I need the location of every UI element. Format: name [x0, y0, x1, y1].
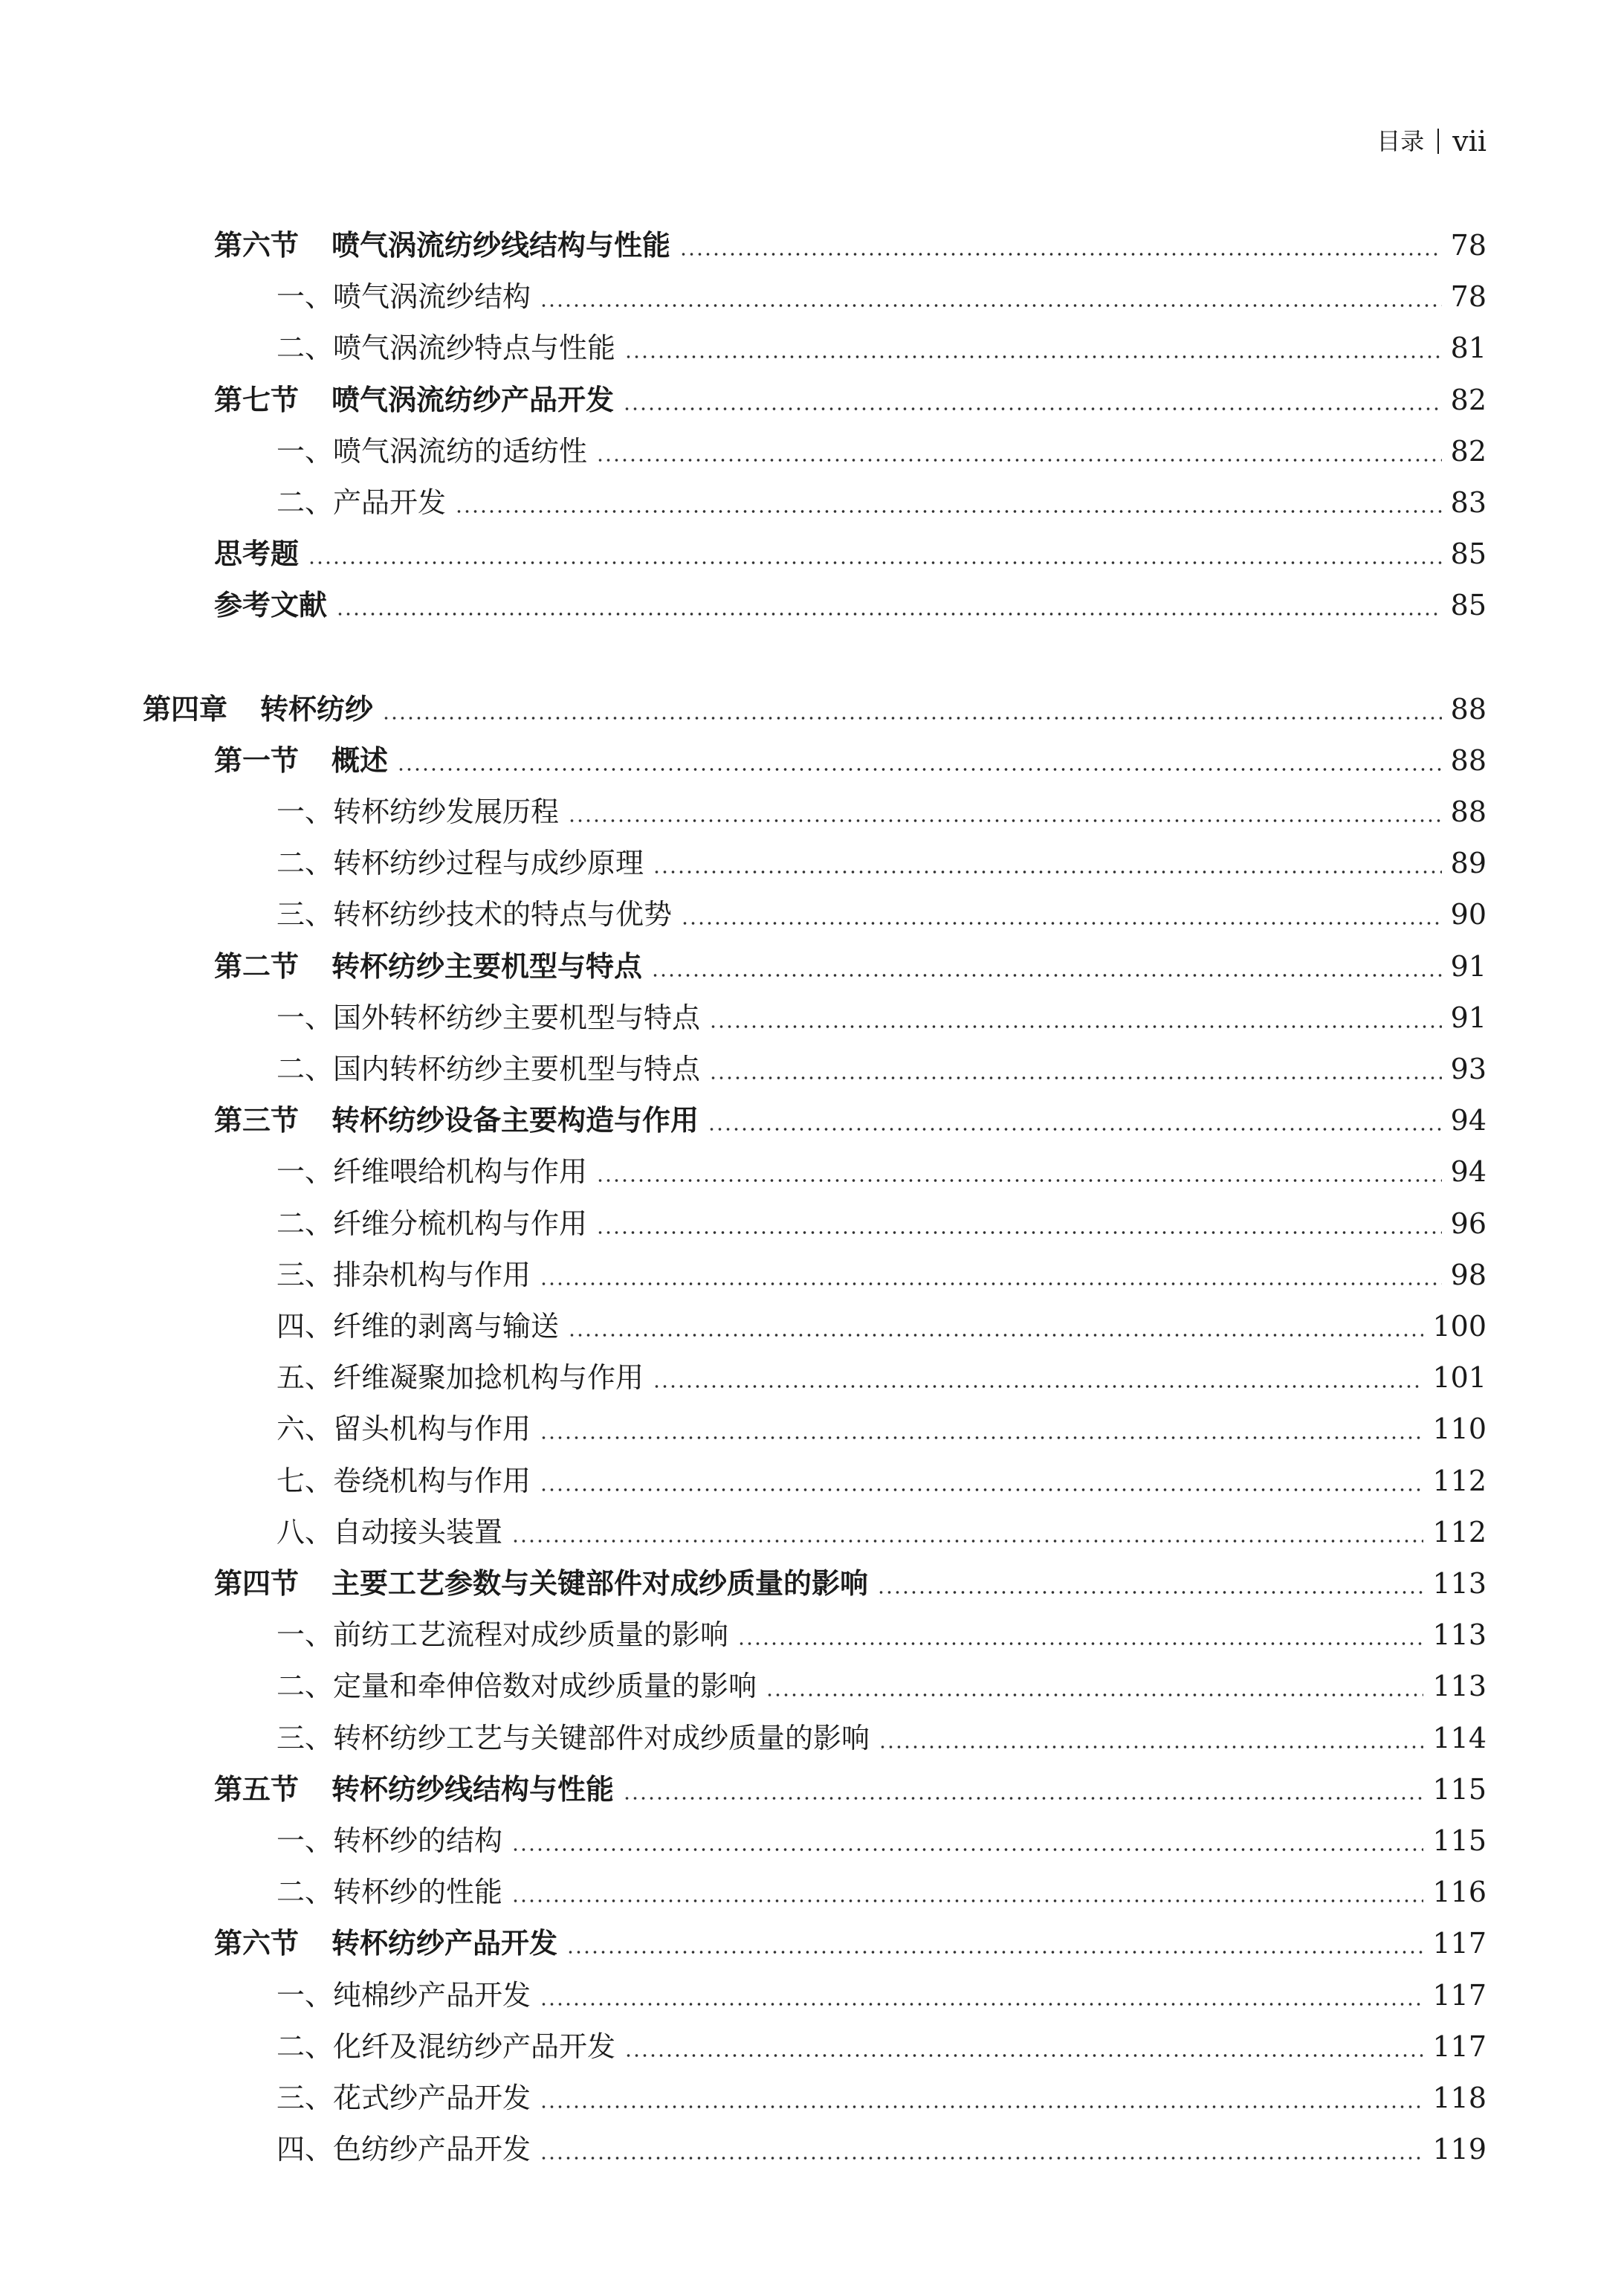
- toc-entry[interactable]: [276, 1253, 1486, 1297]
- toc-entry-title: [276, 1047, 700, 1091]
- toc-entry[interactable]: [276, 1664, 1486, 1708]
- toc-entry[interactable]: [276, 2076, 1486, 2120]
- toc-entry-title: [276, 2127, 531, 2171]
- dot-leader: [679, 253, 1442, 256]
- toc-entry-title: [214, 944, 642, 989]
- toc-entry[interactable]: [276, 1201, 1486, 1246]
- toc-entry[interactable]: [214, 223, 1486, 268]
- toc-entry-page: 115: [1432, 1773, 1486, 1806]
- toc-entry[interactable]: [276, 274, 1486, 319]
- toc-entry-title: [214, 583, 327, 627]
- dot-leader: [540, 2105, 1423, 2108]
- dot-leader: [596, 1179, 1442, 1182]
- running-head-label: 目录: [1376, 127, 1425, 155]
- toc-entry-text: 排杂机构与作用: [333, 1259, 531, 1291]
- toc-entry[interactable]: [214, 378, 1486, 422]
- toc-entry-number: 一、: [276, 1979, 334, 2012]
- toc-entry-number: 二、: [276, 486, 334, 519]
- dot-leader: [709, 1076, 1442, 1079]
- toc-entry-title: [276, 2024, 615, 2069]
- toc-entry[interactable]: [214, 532, 1486, 576]
- toc-entry[interactable]: [276, 1510, 1486, 1554]
- toc-entry-number: 一、: [276, 795, 334, 828]
- dot-leader: [624, 355, 1442, 358]
- toc-entry-title: [276, 892, 672, 937]
- toc-entry[interactable]: [214, 944, 1486, 989]
- toc-entry-page: 113: [1432, 1567, 1486, 1600]
- dot-leader: [766, 1693, 1423, 1696]
- toc-entry-number: 一、: [276, 1618, 334, 1651]
- toc-entry-page: 115: [1432, 1824, 1486, 1857]
- toc-entry-title: [214, 738, 388, 783]
- toc-entry-text: 主要工艺参数与关键部件对成纱质量的影响: [331, 1567, 869, 1600]
- toc-entry-text: 喷气涡流纱结构: [333, 280, 531, 313]
- toc-entry-number: 四、: [276, 1310, 334, 1343]
- toc-entry[interactable]: [276, 1459, 1486, 1503]
- toc-entry-page: 110: [1432, 1412, 1486, 1445]
- running-head-divider: [1437, 129, 1439, 154]
- toc-entry-title: [276, 1304, 559, 1349]
- toc-entry[interactable]: [214, 1561, 1486, 1606]
- toc-entry[interactable]: [143, 687, 1486, 732]
- toc-entry-page: 96: [1450, 1207, 1486, 1240]
- toc-entry-page: 98: [1450, 1259, 1486, 1291]
- toc-entry-text: 产品开发: [333, 486, 447, 519]
- dot-leader: [511, 1540, 1423, 1543]
- toc-entry-number: 第七节: [214, 384, 300, 416]
- toc-entry[interactable]: [276, 2024, 1486, 2069]
- toc-entry-text: 喷气涡流纺纱线结构与性能: [331, 229, 671, 262]
- toc-entry-number: 二、: [276, 2030, 334, 2063]
- toc-entry-page: 78: [1450, 280, 1486, 313]
- toc-entry-page: 83: [1450, 486, 1486, 519]
- dot-leader: [540, 1282, 1442, 1285]
- toc-entry[interactable]: [276, 326, 1486, 370]
- toc-entry-number: 一、: [276, 280, 334, 313]
- toc-entry-title: [276, 1459, 531, 1503]
- toc-entry-text: 自动接头装置: [333, 1516, 503, 1549]
- toc-entry-number: 四、: [276, 2133, 334, 2166]
- toc-entry-title: [276, 1510, 502, 1554]
- toc-entry[interactable]: [276, 1355, 1486, 1400]
- toc-entry[interactable]: [276, 789, 1486, 834]
- toc-entry-number: 三、: [276, 898, 334, 931]
- toc-entry[interactable]: [276, 480, 1486, 525]
- toc-entry-number: 第二节: [214, 950, 300, 983]
- toc-entry-text: 喷气涡流纺纱产品开发: [331, 384, 615, 416]
- toc-entry-page: 112: [1432, 1465, 1486, 1497]
- toc-entry-text: 转杯纺纱工艺与关键部件对成纱质量的影响: [333, 1722, 870, 1754]
- toc-entry-page: 94: [1450, 1104, 1486, 1137]
- dot-leader: [566, 1951, 1423, 1954]
- dot-leader: [879, 1746, 1423, 1748]
- toc-entry-text: 转杯纺纱技术的特点与优势: [333, 898, 673, 931]
- toc-entry-text: 纤维的剥离与输送: [333, 1310, 560, 1343]
- toc-entry[interactable]: [276, 1716, 1486, 1760]
- toc-entry-text: 纤维分梳机构与作用: [333, 1207, 588, 1240]
- toc-entry-text: 定量和牵伸倍数对成纱质量的影响: [333, 1670, 757, 1702]
- toc-entry-text: 纤维凝聚加捻机构与作用: [333, 1361, 644, 1394]
- dot-leader: [455, 510, 1442, 513]
- toc-entry-number: 二、: [276, 1670, 334, 1702]
- toc-entry-title: [214, 1767, 614, 1812]
- toc-entry-page: 94: [1450, 1155, 1486, 1188]
- toc-entry-title: [276, 429, 587, 474]
- toc-entry-text: 转杯纺纱过程与成纱原理: [333, 847, 644, 879]
- toc-entry-number: 第五节: [214, 1773, 300, 1806]
- toc-entry[interactable]: [276, 892, 1486, 937]
- dot-leader: [568, 1334, 1423, 1337]
- toc-entry-title: [276, 1355, 644, 1400]
- toc-entry-title: [276, 841, 644, 885]
- toc-entry[interactable]: [214, 738, 1486, 783]
- toc-entry[interactable]: [276, 1407, 1486, 1451]
- toc-entry-text: 思考题: [214, 537, 300, 570]
- page-folio: vii: [1452, 125, 1486, 158]
- toc-entry-page: 113: [1432, 1670, 1486, 1702]
- dot-leader: [540, 1436, 1423, 1439]
- toc-entry-text: 转杯纱的结构: [333, 1824, 503, 1857]
- toc-entry[interactable]: [276, 1304, 1486, 1349]
- toc-entry-number: 一、: [276, 435, 334, 468]
- dot-leader: [877, 1591, 1423, 1594]
- toc-entry[interactable]: [214, 1098, 1486, 1143]
- toc-entry-text: 国外转杯纺纱主要机型与特点: [333, 1001, 701, 1034]
- toc-entry-page: 118: [1432, 2082, 1486, 2114]
- toc-entry-page: 90: [1450, 898, 1486, 931]
- toc-entry-page: 82: [1450, 435, 1486, 468]
- toc-entry-page: 85: [1450, 537, 1486, 570]
- toc-entry-number: 三、: [276, 1259, 334, 1291]
- dot-leader: [336, 613, 1442, 616]
- toc-entry-page: 88: [1450, 744, 1486, 777]
- toc-entry-text: 留头机构与作用: [333, 1412, 531, 1445]
- toc-entry-number: 三、: [276, 1722, 334, 1754]
- toc-entry-number: 第四节: [214, 1567, 300, 1600]
- toc-entry-title: [276, 1407, 531, 1451]
- toc-entry-title: [214, 1098, 699, 1143]
- toc-entry[interactable]: [214, 1767, 1486, 1812]
- toc-entry[interactable]: [276, 1870, 1486, 1914]
- toc-entry-page: 93: [1450, 1053, 1486, 1085]
- toc-entry-title: [276, 326, 615, 370]
- toc-entry-title: [276, 789, 559, 834]
- toc-entry[interactable]: [276, 2127, 1486, 2171]
- toc-entry-title: [214, 378, 614, 422]
- toc-entry-text: 花式纱产品开发: [333, 2082, 531, 2114]
- toc-entry-page: 113: [1432, 1618, 1486, 1651]
- toc-entry-text: 纯棉纱产品开发: [333, 1979, 531, 2012]
- toc-entry-title: [276, 1716, 870, 1760]
- toc-entry-page: 91: [1450, 1001, 1486, 1034]
- toc-entry-number: 五、: [276, 1361, 334, 1394]
- toc-entry-page: 89: [1450, 847, 1486, 879]
- toc-entry-text: 转杯纱的性能: [333, 1876, 503, 1908]
- toc-entry-number: 第一节: [214, 744, 300, 777]
- toc-entry-text: 转杯纺纱: [260, 693, 374, 726]
- toc-entry[interactable]: [276, 1149, 1486, 1194]
- dot-leader: [651, 974, 1442, 977]
- toc-entry-page: 82: [1450, 384, 1486, 416]
- toc-entry-number: 二、: [276, 332, 334, 364]
- dot-leader: [540, 2003, 1423, 2006]
- toc-entry-title: [276, 995, 700, 1040]
- toc-entry-title: [214, 1561, 868, 1606]
- toc-entry-number: 八、: [276, 1516, 334, 1549]
- toc-entry-text: 化纤及混纺纱产品开发: [333, 2030, 616, 2063]
- toc-entry-title: [276, 2076, 531, 2120]
- dot-leader: [397, 768, 1442, 771]
- toc-entry-number: 二、: [276, 1207, 334, 1240]
- toc-entry-text: 转杯纺纱产品开发: [331, 1927, 558, 1960]
- toc-entry-page: 117: [1432, 1979, 1486, 2012]
- toc-entry-number: 第四章: [143, 693, 228, 726]
- toc-entry-text: 色纺纱产品开发: [333, 2133, 531, 2166]
- toc-entry-text: 转杯纺纱线结构与性能: [331, 1773, 615, 1806]
- toc-entry-number: 七、: [276, 1465, 334, 1497]
- toc-entry-number: 一、: [276, 1824, 334, 1857]
- dot-leader: [681, 922, 1442, 925]
- dot-leader: [623, 1797, 1423, 1800]
- toc-entry[interactable]: [214, 583, 1486, 627]
- toc-entry-text: 转杯纺纱设备主要构造与作用: [331, 1104, 699, 1137]
- dot-leader: [382, 717, 1442, 720]
- toc-entry-number: 第六节: [214, 1927, 300, 1960]
- toc-entry-title: [276, 1612, 728, 1657]
- dot-leader: [737, 1642, 1423, 1645]
- toc-entry-page: 116: [1432, 1876, 1486, 1908]
- toc-entry-page: 78: [1450, 229, 1486, 262]
- toc-entry-number: 第三节: [214, 1104, 300, 1137]
- dot-leader: [653, 1385, 1423, 1388]
- dot-leader: [596, 1231, 1442, 1234]
- dot-leader: [653, 871, 1442, 874]
- toc-entry-title: [214, 532, 299, 576]
- dot-leader: [511, 1899, 1423, 1902]
- toc-entry-text: 转杯纺纱发展历程: [333, 795, 560, 828]
- toc-entry[interactable]: [276, 429, 1486, 474]
- toc-entry-page: 85: [1450, 589, 1486, 621]
- toc-entry-text: 喷气涡流纱特点与性能: [333, 332, 616, 364]
- toc-entry-number: 一、: [276, 1155, 334, 1188]
- toc-entry-title: [276, 1818, 502, 1863]
- toc-entry[interactable]: [276, 841, 1486, 885]
- toc-entry-title: [276, 1870, 502, 1914]
- toc-entry-number: 六、: [276, 1412, 334, 1445]
- dot-leader: [624, 2054, 1423, 2057]
- toc-entry-text: 纤维喂给机构与作用: [333, 1155, 588, 1188]
- dot-leader: [308, 561, 1442, 564]
- dot-leader: [568, 819, 1442, 822]
- toc-entry-title: [276, 1149, 587, 1194]
- toc-entry-number: 三、: [276, 2082, 334, 2114]
- toc-entry-page: 112: [1432, 1516, 1486, 1549]
- toc-entry-page: 117: [1432, 2030, 1486, 2063]
- toc-entry-number: 一、: [276, 1001, 334, 1034]
- toc-entry-text: 卷绕机构与作用: [333, 1465, 531, 1497]
- toc-entry-page: 91: [1450, 950, 1486, 983]
- toc-entry-number: 二、: [276, 847, 334, 879]
- toc-entry-text: 国内转杯纺纱主要机型与特点: [333, 1053, 701, 1085]
- toc-entry-title: [276, 1973, 531, 2018]
- toc-entry-page: 88: [1450, 795, 1486, 828]
- toc-entry-page: 100: [1432, 1310, 1486, 1343]
- dot-leader: [540, 304, 1442, 307]
- toc-entry-title: [276, 1201, 587, 1246]
- toc-entry[interactable]: [276, 1973, 1486, 2018]
- running-head: [1376, 126, 1486, 156]
- toc-entry-text: 前纺工艺流程对成纱质量的影响: [333, 1618, 729, 1651]
- toc-entry[interactable]: [276, 1818, 1486, 1863]
- toc-entry-text: 参考文献: [214, 589, 328, 621]
- toc-entry-title: [276, 1253, 531, 1297]
- toc-entry-title: [276, 1664, 757, 1708]
- dot-leader: [709, 1025, 1442, 1028]
- toc-entry-title: [276, 274, 531, 319]
- toc-entry[interactable]: [276, 995, 1486, 1040]
- dot-leader: [540, 2157, 1423, 2160]
- toc-entry-title: [214, 223, 670, 268]
- toc-entry-number: 二、: [276, 1876, 334, 1908]
- toc-entry-number: 第六节: [214, 229, 300, 262]
- dot-leader: [540, 1488, 1423, 1491]
- dot-leader: [511, 1848, 1423, 1851]
- toc-entry-page: 119: [1432, 2133, 1486, 2166]
- dot-leader: [596, 459, 1442, 462]
- toc-entry-text: 概述: [331, 744, 389, 777]
- toc-entry-page: 117: [1432, 1927, 1486, 1960]
- dot-leader: [623, 407, 1442, 410]
- toc-entry-text: 转杯纺纱主要机型与特点: [331, 950, 643, 983]
- toc-entry-text: 喷气涡流纺的适纺性: [333, 435, 588, 468]
- toc-entry[interactable]: [276, 1047, 1486, 1091]
- toc-entry-title: [143, 687, 373, 732]
- toc-entry-title: [214, 1921, 557, 1966]
- dot-leader: [708, 1128, 1442, 1131]
- toc-entry-number: 二、: [276, 1053, 334, 1085]
- toc-entry-page: 81: [1450, 332, 1486, 364]
- toc-entry-title: [276, 480, 446, 525]
- toc-entry[interactable]: [276, 1612, 1486, 1657]
- toc-entry[interactable]: [214, 1921, 1486, 1966]
- toc-entry-page: 101: [1432, 1361, 1486, 1394]
- toc-entry-page: 88: [1450, 693, 1486, 726]
- toc-entry-page: 114: [1432, 1722, 1486, 1754]
